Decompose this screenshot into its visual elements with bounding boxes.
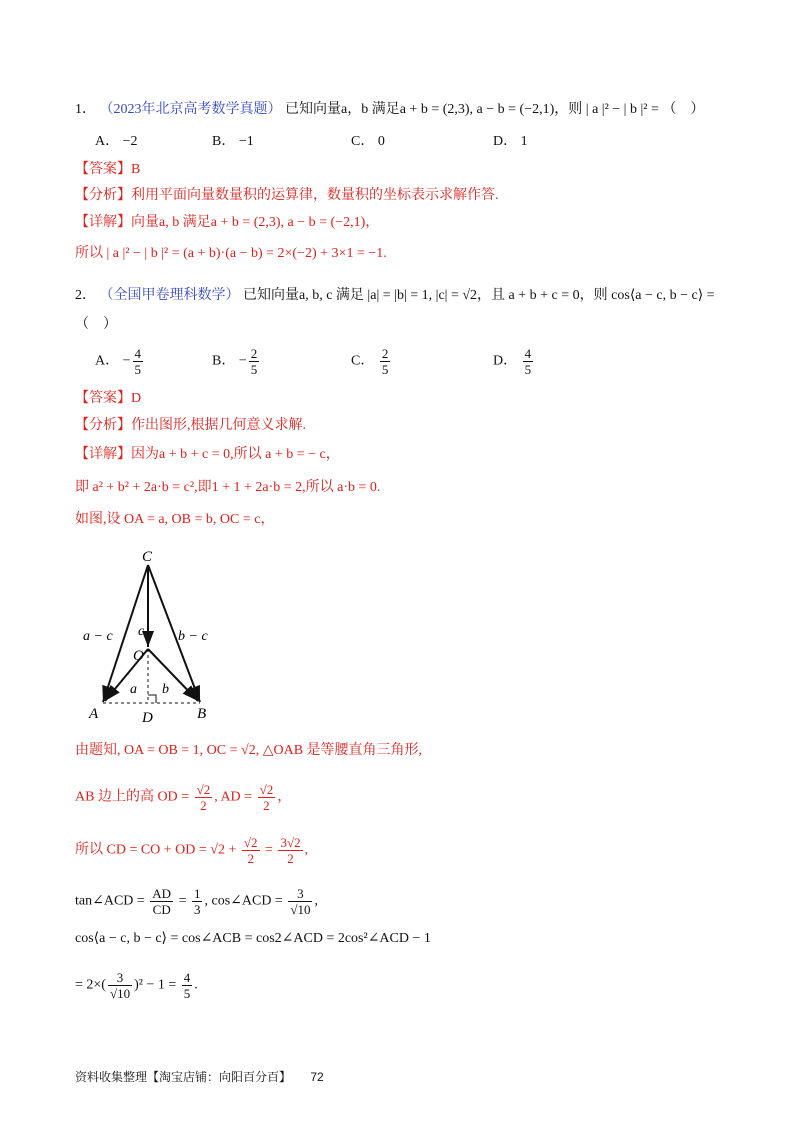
- q1-conclusion: 所以 | a |² − | b |² = (a + b)·(a − b) = 2×(−2) + 3×1 = −1.: [75, 246, 387, 261]
- q2-detail: 【详解】因为a + b + c = 0,所以 a + b = − c，: [75, 447, 340, 462]
- vector-triangle-figure: [75, 545, 235, 725]
- q2-option-d: D． $\frac{4}{5}$: [493, 346, 532, 377]
- q2-answer: 【答案】D: [75, 391, 142, 406]
- label-vec-c: c: [138, 624, 145, 639]
- q2-step1: 即 a² + b² + 2a·b = c²,即1 + 1 + 2a·b = 2,所以 a·b = 0.: [75, 480, 381, 495]
- q2-number: 2．: [75, 288, 96, 303]
- q2-option-c: C． $\frac{2}{5}$: [351, 346, 389, 377]
- q2-stem-line: [75, 286, 715, 306]
- q1-stem: 已知向量a，b 满足a + b = (2,3), a − b = (−2,1)，则 | a |² − | b |² = （ ）: [285, 102, 705, 117]
- q2-option-a: A． − $\frac{4}{5}$: [95, 346, 142, 377]
- footer-text: 资料收集整理【淘宝店铺：向阳百分百】: [75, 1070, 292, 1084]
- q2-step3: 由题知, OA = OB = 1, OC = √2, △OAB 是等腰直角三角形,: [75, 743, 423, 758]
- label-vec-a: a: [130, 682, 137, 697]
- page-footer: [75, 1068, 324, 1085]
- label-a: A: [89, 706, 99, 722]
- q2-step5: 所以 CD = CO + OD = √2 + $\frac{√2}{2}$ = $\frac{3√2}{2}$ ,: [75, 835, 309, 866]
- q1-source: （2023年北京高考数学真题）: [99, 102, 282, 117]
- label-d: D: [142, 710, 153, 725]
- q1-option-d: D． 1: [493, 134, 528, 149]
- label-vec-b: b: [162, 682, 169, 697]
- q1-analysis: 【分析】利用平面向量数量积的运算律，数量积的坐标表示求解作答.: [75, 188, 499, 203]
- page-number: 72: [310, 1070, 324, 1084]
- q2-step4: AB 边上的高 OD = $\frac{√2}{2}$ , AD = $\frac{√2}{2}$ ，: [75, 782, 292, 813]
- q1-number: 1．: [75, 102, 96, 117]
- label-o: O: [133, 648, 144, 664]
- label-b: B: [197, 706, 207, 722]
- q1-answer: 【答案】B: [75, 162, 141, 177]
- q2-step6: tan∠ACD = $\frac{AD}{CD}$ = $\frac{1}{3}$ , cos∠ACD = $\frac{3}{√10}$ ,: [75, 886, 318, 917]
- q1-option-b: B． −1: [212, 134, 254, 149]
- label-vec-b-minus-c: b − c: [178, 629, 208, 644]
- q2-source: （全国甲卷理科数学）: [99, 288, 240, 303]
- q1-option-a: A． −2: [95, 134, 138, 149]
- q2-step2: 如图,设 OA = a, OB = b, OC = c，: [75, 512, 275, 527]
- q1-detail: 【详解】向量a, b 满足a + b = (2,3), a − b = (−2,1)，: [75, 215, 380, 230]
- q2-step7: cos⟨a − c, b − c⟩ = cos∠ACB = cos2∠ACD = 2cos²∠ACD − 1: [75, 931, 431, 946]
- q1-stem-line: [75, 100, 704, 120]
- q2-stem-cont: （ ）: [75, 317, 117, 332]
- label-c: C: [142, 549, 153, 565]
- q2-step8: = 2×( $\frac{3}{√10}$ )² − 1 = $\frac{4}{5}$ .: [75, 970, 198, 1001]
- q2-analysis: 【分析】作出图形,根据几何意义求解.: [75, 418, 306, 433]
- q2-option-b: B． − $\frac{2}{5}$: [212, 346, 258, 377]
- right-angle-mark: [148, 695, 156, 703]
- q2-stem: 已知向量a, b, c 满足 |a| = |b| = 1, |c| = √2，且 a + b + c = 0，则 cos⟨a − c, b − c⟩ =: [243, 288, 715, 303]
- q1-option-c: C． 0: [351, 134, 385, 149]
- label-vec-a-minus-c: a − c: [83, 629, 113, 644]
